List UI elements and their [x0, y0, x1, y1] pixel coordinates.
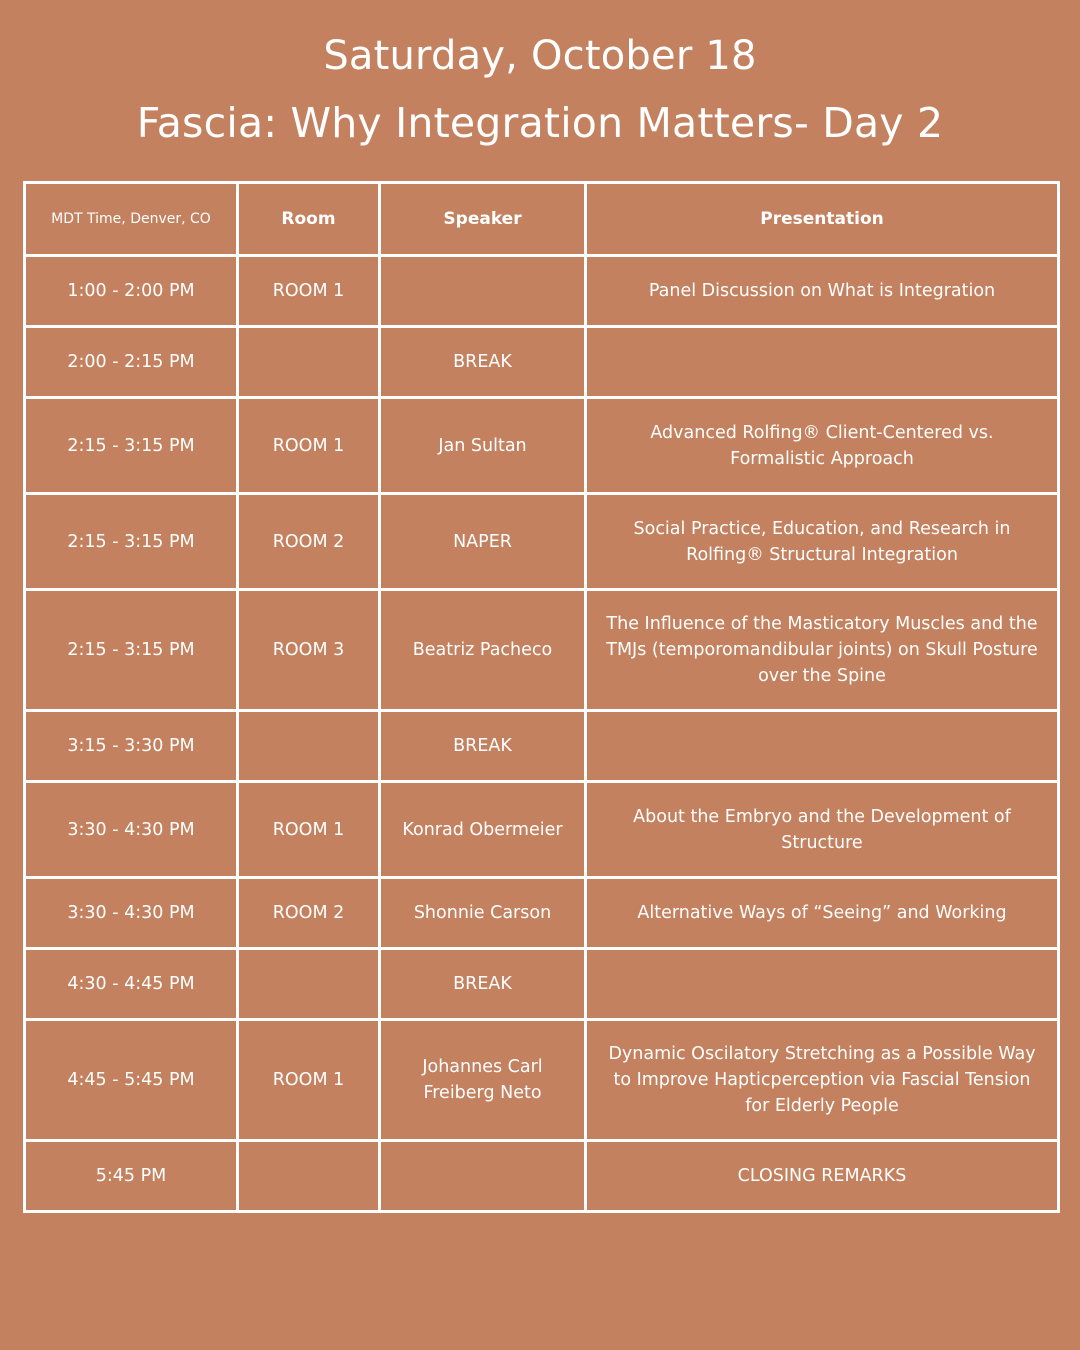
room-cell: ROOM 1	[238, 256, 380, 327]
presentation-cell: CLOSING REMARKS	[586, 1141, 1059, 1212]
time-cell: 4:30 - 4:45 PM	[25, 949, 238, 1020]
time-cell: 5:45 PM	[25, 1141, 238, 1212]
header-time: MDT Time, Denver, CO	[25, 183, 238, 256]
room-cell	[238, 711, 380, 782]
table-row	[25, 1141, 1059, 1212]
time-cell: 2:15 - 3:15 PM	[25, 590, 238, 711]
speaker-cell: Johannes Carl Freiberg Neto	[380, 1020, 586, 1141]
speaker-cell: BREAK	[380, 949, 586, 1020]
table-row	[25, 878, 1059, 949]
speaker-cell: Konrad Obermeier	[380, 782, 586, 878]
speaker-cell: Jan Sultan	[380, 398, 586, 494]
speaker-cell: BREAK	[380, 327, 586, 398]
time-cell: 3:30 - 4:30 PM	[25, 878, 238, 949]
speaker-cell	[380, 256, 586, 327]
presentation-cell: About the Embryo and the Development of Structure	[586, 782, 1059, 878]
presentation-cell	[586, 711, 1059, 782]
schedule-table	[23, 181, 1060, 1213]
time-cell: 4:45 - 5:45 PM	[25, 1020, 238, 1141]
presentation-cell: Alternative Ways of “Seeing” and Working	[586, 878, 1059, 949]
time-cell: 2:15 - 3:15 PM	[25, 398, 238, 494]
presentation-cell: Advanced Rolfing® Client-Centered vs. Formalistic Approach	[586, 398, 1059, 494]
room-cell	[238, 949, 380, 1020]
speaker-cell: Shonnie Carson	[380, 878, 586, 949]
time-cell: 3:15 - 3:30 PM	[25, 711, 238, 782]
header-speaker: Speaker	[380, 183, 586, 256]
page-title-event: Fascia: Why Integration Matters- Day 2	[136, 99, 944, 147]
header-room: Room	[238, 183, 380, 256]
room-cell: ROOM 2	[238, 878, 380, 949]
table-row	[25, 711, 1059, 782]
table-row	[25, 327, 1059, 398]
speaker-cell: Beatriz Pacheco	[380, 590, 586, 711]
room-cell: ROOM 1	[238, 1020, 380, 1141]
presentation-cell	[586, 327, 1059, 398]
table-row	[25, 949, 1059, 1020]
room-cell	[238, 1141, 380, 1212]
room-cell: ROOM 1	[238, 782, 380, 878]
time-cell: 3:30 - 4:30 PM	[25, 782, 238, 878]
time-cell: 2:15 - 3:15 PM	[25, 494, 238, 590]
room-cell	[238, 327, 380, 398]
speaker-cell: NAPER	[380, 494, 586, 590]
presentation-cell: Dynamic Oscilatory Stretching as a Possible Way to Improve Hapticperception via Fascial Tension for Elderly People	[586, 1020, 1059, 1141]
table-row	[25, 782, 1059, 878]
presentation-cell: Panel Discussion on What is Integration	[586, 256, 1059, 327]
room-cell: ROOM 1	[238, 398, 380, 494]
table-row	[25, 1020, 1059, 1141]
speaker-cell: BREAK	[380, 711, 586, 782]
header-presentation: Presentation	[586, 183, 1059, 256]
time-cell: 1:00 - 2:00 PM	[25, 256, 238, 327]
presentation-cell: Social Practice, Education, and Research in Rolfing® Structural Integration	[586, 494, 1059, 590]
time-cell: 2:00 - 2:15 PM	[25, 327, 238, 398]
room-cell: ROOM 2	[238, 494, 380, 590]
room-cell: ROOM 3	[238, 590, 380, 711]
table-row	[25, 590, 1059, 711]
table-row	[25, 494, 1059, 590]
table-header-row	[25, 183, 1059, 256]
presentation-cell: The Influence of the Masticatory Muscles and the TMJs (temporomandibular joints) on Skull Posture over the Spine	[586, 590, 1059, 711]
speaker-cell	[380, 1141, 586, 1212]
presentation-cell	[586, 949, 1059, 1020]
table-row	[25, 398, 1059, 494]
page-title-date: Saturday, October 18	[323, 33, 757, 79]
table-row	[25, 256, 1059, 327]
